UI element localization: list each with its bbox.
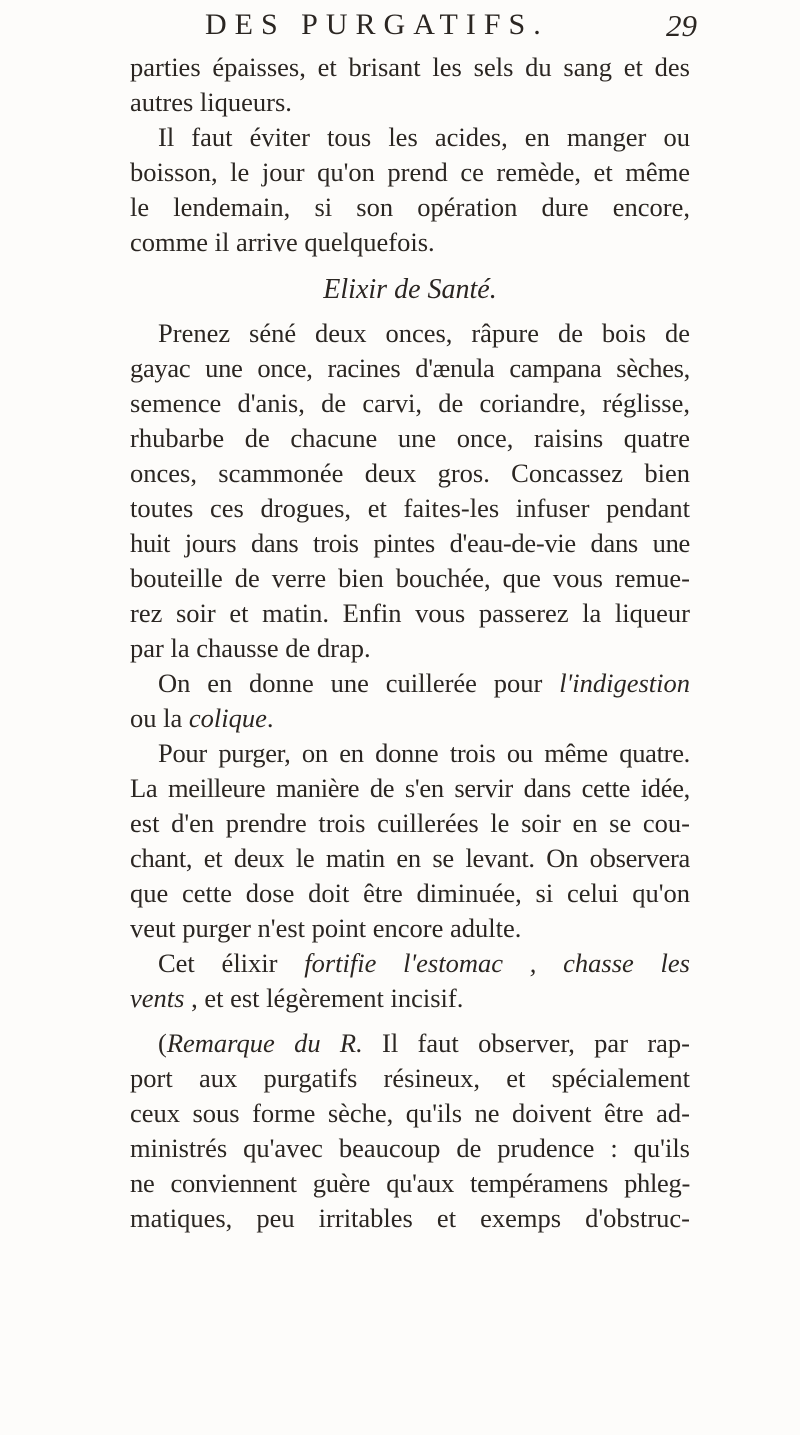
text-line: huit jours dans trois pintes d'eau-de-vie dans une bbox=[130, 528, 690, 558]
text-line: toutes ces drogues, et faites-les infuser pendant bbox=[130, 493, 690, 523]
text-line: chant, et deux le matin en se levant. On observera bbox=[130, 843, 690, 873]
text-line: par la chausse de drap. bbox=[130, 633, 371, 663]
text-line: Il faut éviter tous les acides, en manger ou bbox=[158, 122, 690, 152]
text-line: veut purger n'est point encore adulte. bbox=[130, 913, 522, 943]
text-line: semence d'anis, de carvi, de coriandre, réglisse, bbox=[130, 388, 690, 418]
text-line: gayac une once, racines d'ænula campana sèches, bbox=[130, 353, 690, 383]
text-segment: ou la bbox=[130, 703, 189, 733]
italic-term: colique bbox=[188, 703, 267, 733]
text-line: La meilleure manière de s'en servir dans cette idée, bbox=[130, 773, 690, 803]
text-line: port aux purgatifs résineux, et spécialement bbox=[130, 1063, 690, 1093]
text-line: rhubarbe de chacune une once, raisins quatre bbox=[130, 423, 690, 453]
text-line: comme il arrive quelquefois. bbox=[130, 227, 435, 257]
section-heading: Elixir de Santé. bbox=[323, 274, 497, 305]
text-line: parties épaisses, et brisant les sels du sang et des bbox=[130, 52, 690, 82]
paragraph-gap bbox=[130, 1016, 690, 1026]
text-line: bouteille de verre bien bouchée, que vous remue- bbox=[130, 563, 690, 593]
text-segment: On en donne une cuillerée pour bbox=[158, 668, 560, 698]
page-header bbox=[0, 8, 800, 48]
text-line bbox=[130, 666, 690, 701]
text-line: est d'en prendre trois cuillerées le soir en se cou- bbox=[130, 808, 690, 838]
text-line: Pour purger, on en donne trois ou même quatre. bbox=[158, 738, 690, 768]
page-number: 29 bbox=[666, 8, 697, 43]
italic-term: l'indigestion bbox=[559, 668, 690, 698]
text-segment: . bbox=[266, 703, 274, 733]
text-line: rez soir et matin. Enfin vous passerez la liqueur bbox=[130, 598, 690, 628]
text-line: le lendemain, si son opération dure encore, bbox=[130, 192, 690, 222]
text-line: ne conviennent guère qu'aux tempéramens phleg- bbox=[130, 1168, 690, 1198]
italic-term: fortifie l'estomac , chasse les bbox=[304, 948, 690, 978]
text-segment: , et est légèrement incisif. bbox=[184, 983, 464, 1013]
text-line: que cette dose doit être diminuée, si celui qu'on bbox=[130, 878, 690, 908]
text-line bbox=[130, 701, 690, 736]
text-segment: Cet élixir bbox=[158, 948, 305, 978]
text-line: Prenez séné deux onces, râpure de bois de bbox=[158, 318, 690, 348]
text-segment: Il faut observer, par rap- bbox=[362, 1028, 690, 1058]
text-line: ministrés qu'avec beaucoup de prudence : qu'ils bbox=[130, 1133, 690, 1163]
italic-term: Remarque du R. bbox=[166, 1028, 363, 1058]
text-line: ceux sous forme sèche, qu'ils ne doivent être ad- bbox=[130, 1098, 690, 1128]
running-title: DES PURGATIFS. bbox=[205, 8, 549, 41]
text-line: matiques, peu irritables et exemps d'obstruc- bbox=[130, 1203, 690, 1233]
text-line bbox=[130, 946, 690, 981]
body-text bbox=[130, 50, 690, 1236]
text-line bbox=[130, 981, 690, 1016]
italic-term: vents bbox=[130, 983, 185, 1013]
text-line: boisson, le jour qu'on prend ce remède, et même bbox=[130, 157, 690, 187]
text-segment: ( bbox=[158, 1028, 167, 1058]
text-line: onces, scammonée deux gros. Concassez bien bbox=[130, 458, 690, 488]
text-line: autres liqueurs. bbox=[130, 87, 292, 117]
text-line bbox=[130, 1026, 690, 1061]
